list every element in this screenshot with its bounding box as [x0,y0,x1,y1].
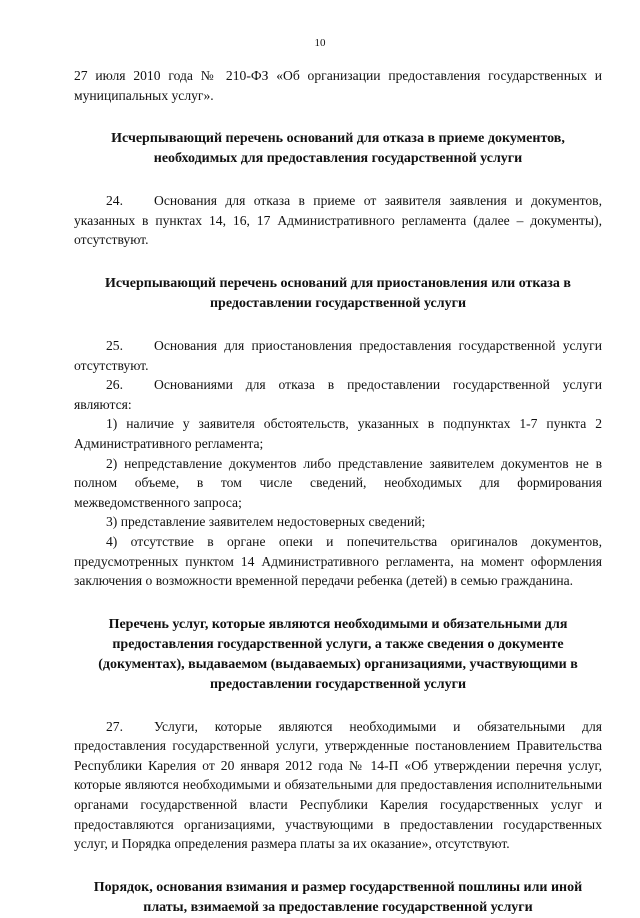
list-item: 4) отсутствие в органе опеки и попечительства оригиналов документов, предусмотренных пунктом 14 Административного регламента, на момент оформления заключения о возможности временной передачи ребенка (детей) в семью гражданина. [74,533,602,589]
section-heading-necessary-services: Перечень услуг, которые являются необходимыми и обязательными для предоставления государственной услуги, а также сведения о документе (документах), выдаваемом (выдаваемых) организациями, участвующими в предоставлении государственной услуги [98,616,578,692]
section-heading-suspension-refusal: Исчерпывающий перечень оснований для приостановления или отказа в предоставлении государственной услуги [105,275,571,311]
section-heading-refusal-acceptance: Исчерпывающий перечень оснований для отказа в приеме документов, необходимых для предоставления государственной услуги [111,131,565,167]
paragraph-25 [74,336,602,375]
list-item: 2) непредставление документов либо представление заявителем документов не в полном объеме, в том числе сведений, необходимых для формирования межведомственного запроса; [74,455,602,510]
page-content [74,66,602,918]
paragraph-27 [74,717,602,854]
paragraph-number: 27. [106,718,123,734]
intro-paragraph: 27 июля 2010 года № 210-ФЗ «Об организации предоставления государственных и муниципальных услуг». [74,68,602,103]
list-item: 3) представление заявителем недостоверных сведений; [106,514,426,530]
paragraph-text: Основаниями для отказа в предоставлении государственной услуги являются: [74,377,602,412]
paragraph-text: Услуги, которые являются необходимыми и обязательными для предоставления государственной услуги, утвержденные постановлением Правительства Республики Карелия от 20 января 2012 года № 14-П «Об утверждении перечня услуг, которые являются необходимыми и обязательными для предоставления исполнительными органами государственной власти Республики Карелия государственных услуг и предоставляются организациями, участвующими в предоставлении государственных услуг, и Порядка определения размера платы за их оказание», отсутствуют. [74,718,602,852]
paragraph-text: Основания для приостановления предоставления государственной услуги отсутствуют. [74,337,602,373]
list-item: 1) наличие у заявителя обстоятельств, указанных в подпунктах 1-7 пункта 2 Административного регламента; [74,416,602,451]
page-number: 10 [314,37,326,49]
paragraph-number: 25. [106,337,123,353]
paragraph-26 [74,375,602,414]
paragraph-text: Основания для отказа в приеме от заявителя заявления и документов, указанных в пунктах 14, 16, 17 Административного регламента (далее – документы), отсутствуют. [74,193,602,248]
paragraph-number: 26. [106,377,123,393]
paragraph-24 [74,191,602,250]
paragraph-number: 24. [106,193,123,209]
section-heading-state-fee: Порядок, основания взимания и размер государственной пошлины или иной платы, взимаемой за предоставление государственной услуги [93,879,583,915]
